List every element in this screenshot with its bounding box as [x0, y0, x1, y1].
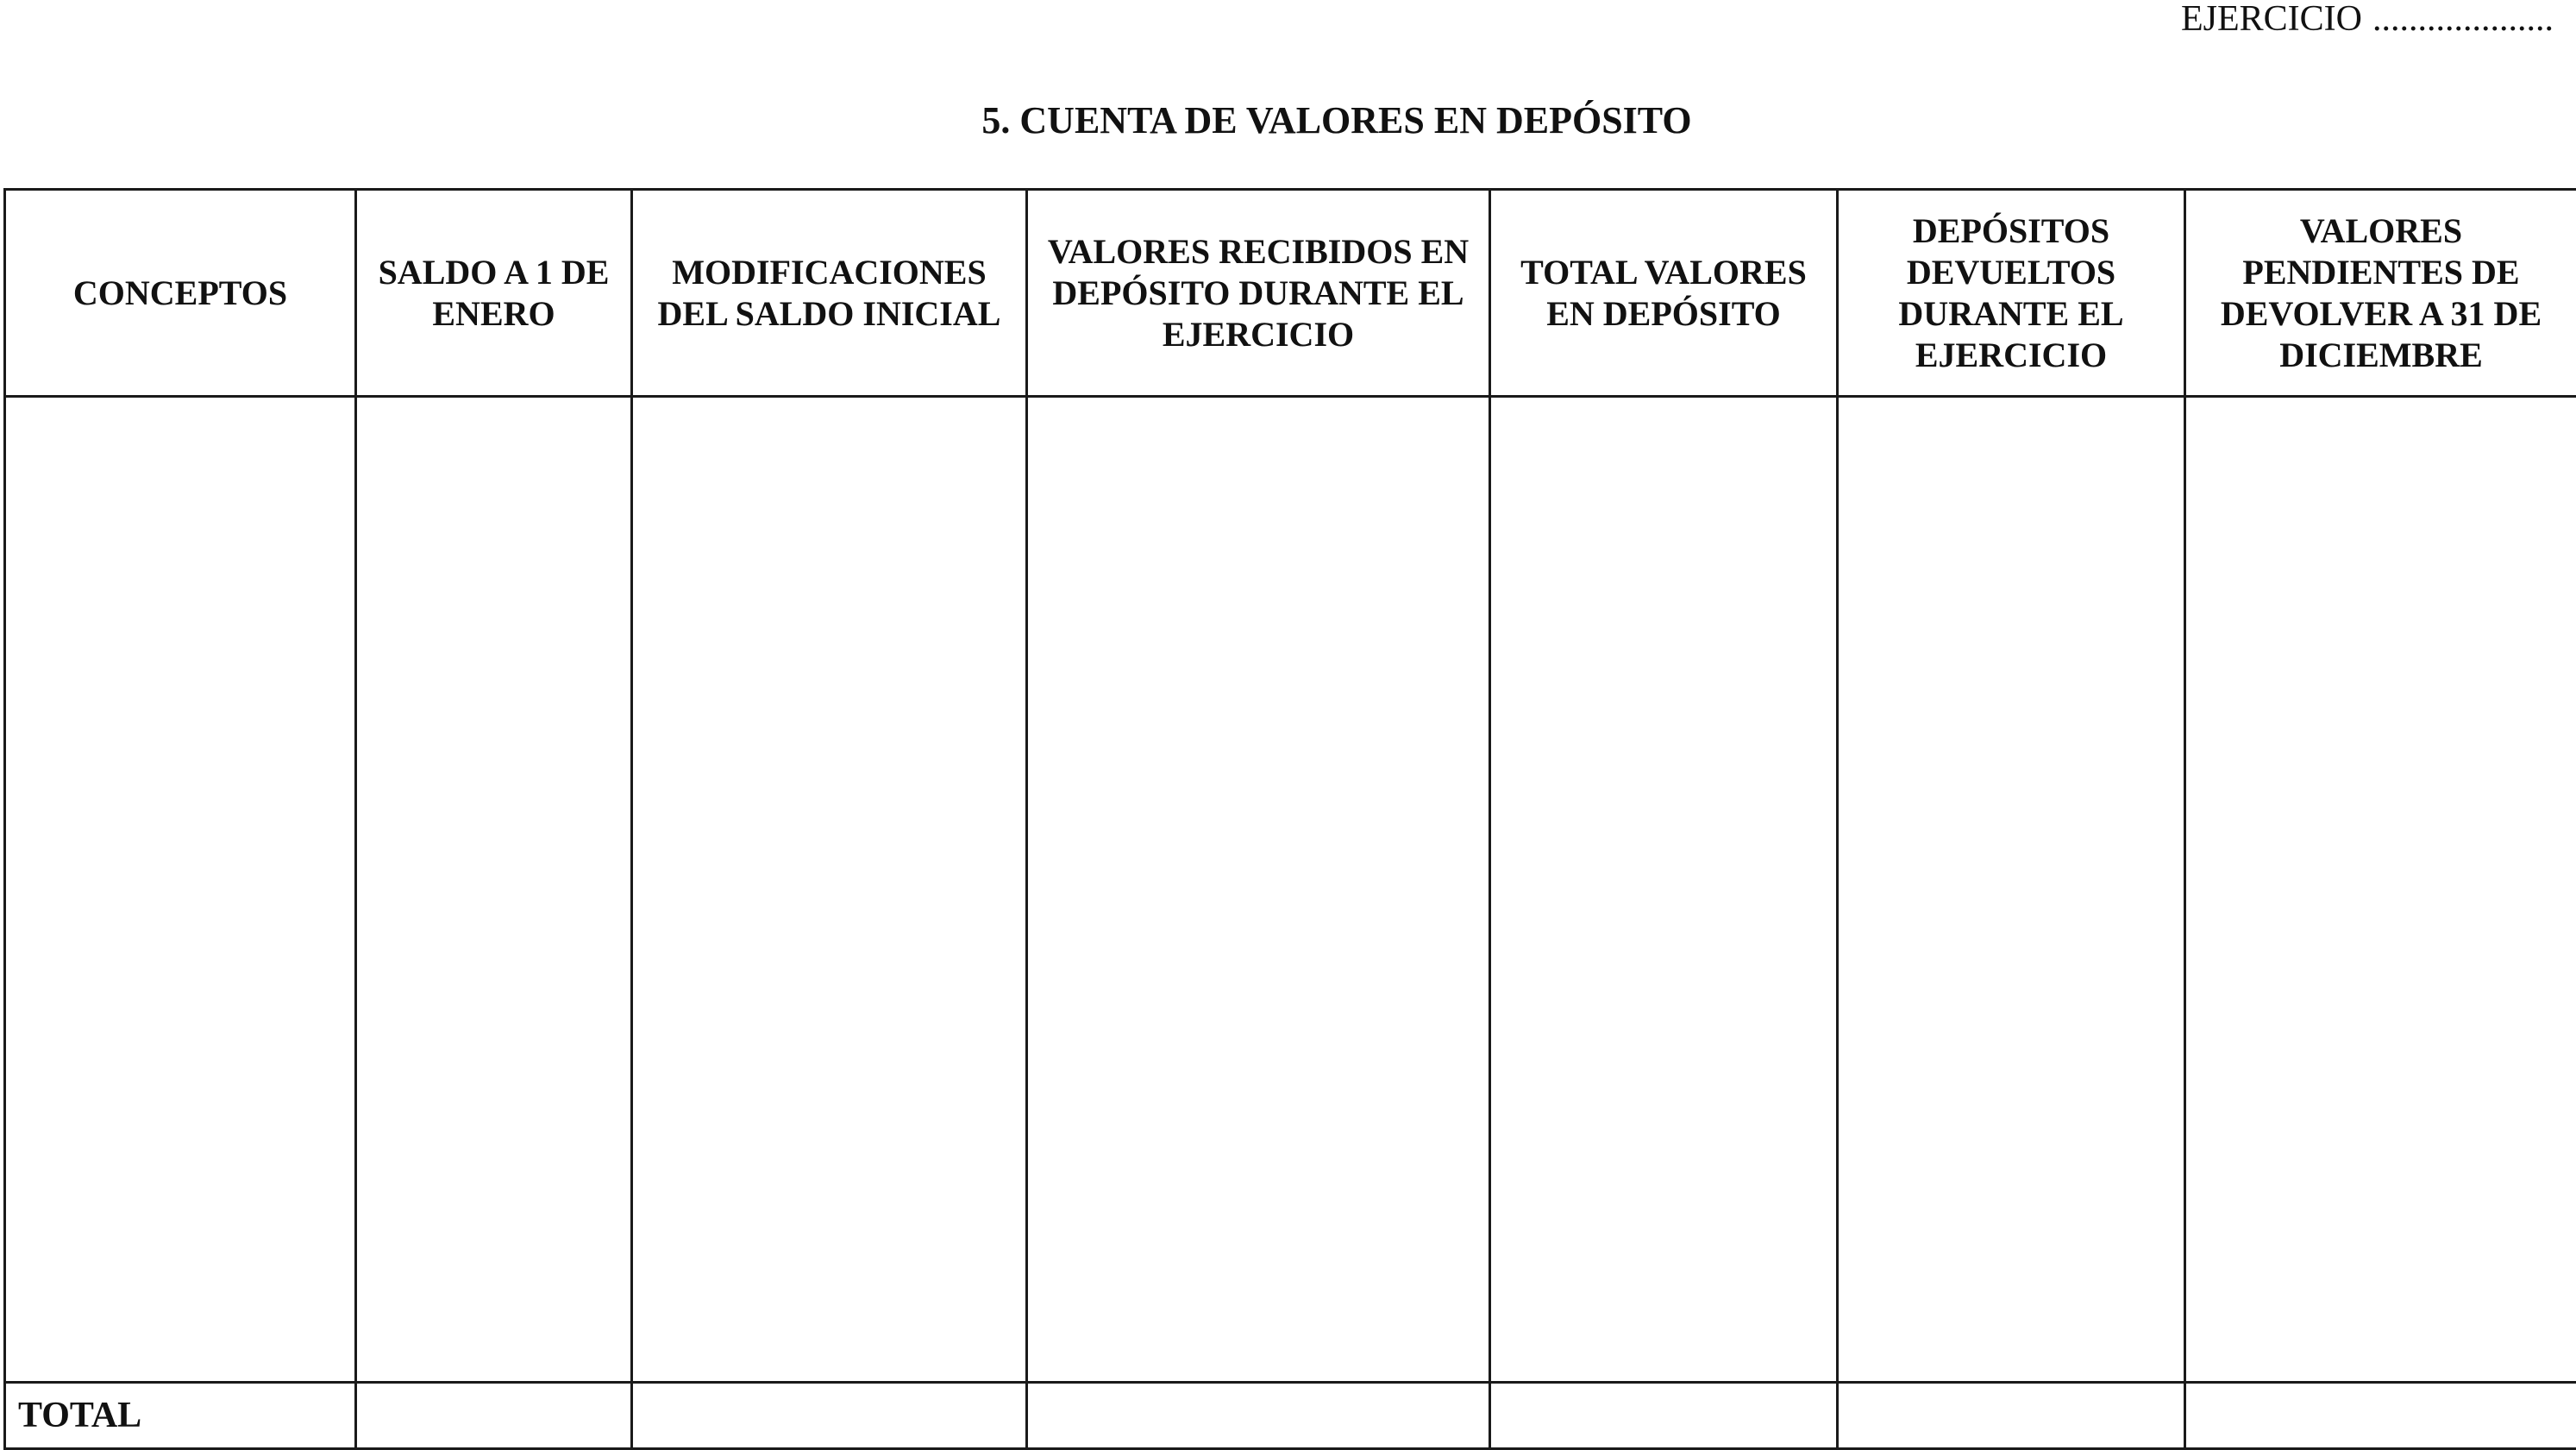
total-modificaciones[interactable]: [632, 1383, 1027, 1449]
ejercicio-dots: ....................: [2372, 0, 2554, 39]
total-valores-pendientes[interactable]: [2185, 1383, 2576, 1449]
cell-valores-recibidos[interactable]: [1027, 397, 1490, 1383]
header-row: [5, 190, 2576, 397]
table-row: [5, 397, 2576, 1383]
cell-saldo-inicial[interactable]: [356, 397, 632, 1383]
column-header-valores-pendientes: VALORES PENDIENTES DE DEVOLVER A 31 DE DICIEMBRE: [2185, 190, 2576, 397]
cell-depositos-devueltos[interactable]: [1838, 397, 2185, 1383]
valores-deposito-table: [3, 188, 2576, 1450]
column-header-modificaciones: MODIFICACIONES DEL SALDO INICIAL: [632, 190, 1027, 397]
ejercicio-label: EJERCICIO: [2181, 0, 2362, 39]
ejercicio-field: [2181, 0, 2554, 38]
cell-conceptos[interactable]: [5, 397, 356, 1383]
total-row: [5, 1383, 2576, 1449]
total-label: TOTAL: [5, 1383, 356, 1449]
column-header-conceptos: CONCEPTOS: [5, 190, 356, 397]
cell-total-valores[interactable]: [1490, 397, 1838, 1383]
total-valores-recibidos[interactable]: [1027, 1383, 1490, 1449]
cell-modificaciones[interactable]: [632, 397, 1027, 1383]
total-saldo-inicial[interactable]: [356, 1383, 632, 1449]
cell-valores-pendientes[interactable]: [2185, 397, 2576, 1383]
total-depositos-devueltos[interactable]: [1838, 1383, 2185, 1449]
total-total-valores[interactable]: [1490, 1383, 1838, 1449]
form-title: 5. CUENTA DE VALORES EN DEPÓSITO: [0, 98, 2576, 143]
column-header-valores-recibidos: VALORES RECIBIDOS EN DEPÓSITO DURANTE EL EJERCICIO: [1027, 190, 1490, 397]
column-header-saldo-inicial: SALDO A 1 DE ENERO: [356, 190, 632, 397]
column-header-depositos-devueltos: DEPÓSITOS DEVUELTOS DURANTE EL EJERCICIO: [1838, 190, 2185, 397]
column-header-total-valores: TOTAL VALORES EN DEPÓSITO: [1490, 190, 1838, 397]
